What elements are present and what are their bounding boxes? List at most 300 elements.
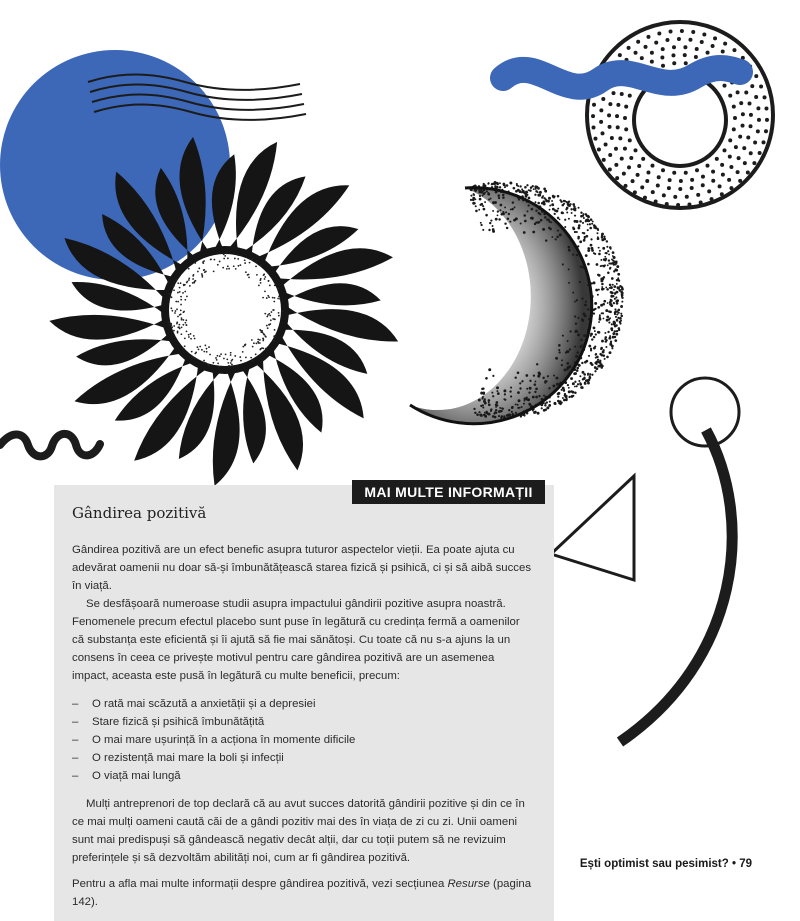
moon-stipple [514, 206, 516, 208]
moon-stipple [590, 218, 593, 221]
moon-stipple [571, 212, 573, 214]
moon-stipple [569, 365, 572, 368]
moon-stipple [525, 195, 528, 198]
moon-stipple [590, 238, 592, 240]
moon-stipple [606, 356, 609, 359]
moon-stipple [609, 284, 612, 287]
moon-stipple [605, 346, 607, 348]
ring-dot [624, 105, 628, 109]
ring-dot [657, 31, 661, 35]
sun-ray [213, 366, 240, 485]
moon-stipple [526, 191, 528, 193]
moon-stipple [534, 381, 536, 383]
moon-stipple [519, 190, 522, 193]
moon-stipple [503, 389, 506, 392]
moon-stipple [591, 223, 593, 225]
moon-stipple [544, 216, 547, 219]
moon-stipple [606, 288, 609, 291]
moon-stipple [584, 361, 587, 364]
moon-stipple [595, 333, 597, 335]
moon-stipple [620, 305, 623, 308]
moon-stipple [586, 215, 588, 217]
sun-stipple [261, 330, 263, 332]
moon-stipple [596, 232, 598, 234]
sun-stipple [260, 282, 262, 284]
moon-stipple [603, 235, 605, 237]
moon-stipple [555, 238, 557, 240]
moon-stipple [621, 286, 623, 288]
sun-stipple [272, 309, 274, 311]
moon-stipple [511, 411, 513, 413]
sun-stipple [177, 332, 179, 334]
moon-stipple [535, 201, 537, 203]
ring-dot [604, 142, 608, 146]
moon-stipple [569, 330, 571, 332]
ring-dot [759, 84, 763, 88]
ring-dot [673, 195, 677, 199]
sun-stipple [203, 360, 205, 362]
moon-stipple [587, 382, 590, 385]
moon-stipple [621, 301, 623, 303]
sun-stipple [227, 265, 229, 267]
moon-stipple [492, 210, 494, 212]
moon-stipple [587, 229, 589, 231]
ring-dot [722, 148, 726, 152]
moon-stipple [562, 335, 564, 337]
sun-stipple [212, 362, 214, 364]
moon-stipple [588, 345, 591, 348]
sun-stipple [253, 342, 255, 344]
moon-stipple [485, 214, 488, 217]
ring-dot [729, 165, 733, 169]
ring-dot [665, 38, 669, 42]
paragraph-1: Gândirea pozitivă are un efect benefic asupra tuturor aspectelor vieții. Ea poate ajuta cu adevărat oamenii nu doar să-și îmbunătățească starea fizică și psihică, ci și să aibă succes în viață. [72, 544, 532, 592]
moon-stipple [583, 213, 585, 215]
sun-stipple [264, 276, 266, 278]
ring-dot [650, 51, 654, 55]
moon-stipple [576, 385, 578, 387]
moon-stipple [473, 408, 475, 410]
moon-stipple [572, 382, 575, 385]
moon-stipple [482, 195, 484, 197]
moon-stipple [609, 287, 611, 289]
moon-stipple [578, 380, 580, 382]
sun-stipple [177, 316, 179, 318]
moon-stipple [581, 297, 583, 299]
moon-stipple [595, 289, 598, 292]
sun-stipple [266, 325, 268, 327]
moon-stipple [613, 302, 615, 304]
sun-stipple [201, 276, 203, 278]
sun-stipple [194, 357, 196, 359]
ring-dot [610, 136, 614, 140]
moon-stipple [540, 219, 543, 222]
sun-stipple [257, 339, 259, 341]
ring-dot [728, 94, 732, 98]
moon-stipple [568, 396, 570, 398]
ring-dot [592, 125, 596, 129]
moon-stipple [578, 224, 581, 227]
ring-dot [599, 120, 603, 124]
moon-stipple [574, 381, 576, 383]
moon-stipple [575, 355, 578, 358]
moon-stipple [543, 395, 545, 397]
moon-stipple [594, 225, 597, 228]
moon-stipple [557, 195, 560, 198]
sun-stipple [255, 265, 257, 267]
moon-stipple [519, 387, 521, 389]
sun-stipple [173, 330, 175, 332]
moon-stipple [519, 382, 521, 384]
sun-stipple [175, 310, 177, 312]
sun-stipple [171, 326, 173, 328]
sun-stipple [199, 346, 201, 348]
ring-dot [690, 178, 694, 182]
list-item: – O rezistență mai mare la boli și infecții [72, 749, 534, 767]
ring-dot [641, 157, 645, 161]
sun-stipple [177, 327, 179, 329]
sun-stipple [228, 366, 230, 368]
sun-ray [239, 362, 265, 464]
moon-stipple [572, 292, 574, 294]
moon-stipple [598, 274, 601, 277]
ring-dot [628, 138, 632, 142]
moon-stipple [543, 409, 546, 412]
ring-dot [640, 56, 644, 60]
ring-dot [756, 129, 760, 133]
moon-stipple [616, 265, 619, 268]
sun-stipple [265, 336, 267, 338]
sun-stipple [182, 311, 184, 313]
moon-stipple [479, 204, 481, 206]
sun-stipple [239, 264, 241, 266]
moon-stipple [535, 210, 537, 212]
ring-dot [628, 94, 632, 98]
list-item: – Stare fizică și psihică îmbunătățită [72, 713, 534, 731]
sun-stipple [194, 353, 196, 355]
moon-stipple [569, 348, 571, 350]
sun-stipple [269, 315, 271, 317]
moon-stipple [588, 355, 590, 357]
moon-stipple [621, 297, 623, 299]
moon-stipple [612, 251, 615, 254]
moon-stipple [527, 398, 530, 401]
sun-stipple [181, 326, 183, 328]
moon-stipple [575, 329, 577, 331]
moon-stipple [535, 190, 537, 192]
moon-stipple [614, 339, 617, 342]
ring-dot [684, 61, 688, 65]
sun-stipple [266, 316, 268, 318]
sun-stipple [263, 274, 265, 276]
moon-stipple [509, 181, 512, 184]
moon-stipple [480, 405, 482, 407]
sun-stipple [234, 258, 236, 260]
sun-stipple [239, 356, 241, 358]
moon-stipple [606, 339, 608, 341]
moon-stipple [610, 291, 613, 294]
moon-stipple [620, 315, 623, 318]
ring-dot [656, 183, 660, 187]
moon-stipple [594, 330, 596, 332]
moon-stipple [572, 228, 575, 231]
sun-stipple [173, 289, 175, 291]
moon-stipple [601, 238, 604, 241]
sun-stipple [273, 301, 275, 303]
paragraph-2: Se desfășoară numeroase studii asupra impactului gândirii pozitive asupra noastră. Fenomenele precum efectul placebo sunt puse în legătură cu credința fermă a oamenilor că substanța este eficientă și îi ajută să fie mai sănătoși. Cu toate că nu s-a ajuns la un consens în ceea ce privește motivul pentru care gândirea pozitivă are un asemenea impact, aceasta este pusă în legătură cu multe beneficii, precum: [72, 598, 520, 682]
ring-dot [620, 92, 624, 96]
ring-dot [744, 91, 748, 95]
moon-stipple [596, 356, 599, 359]
ring-dot [685, 195, 689, 199]
moon-stipple [530, 208, 533, 211]
moon-stipple [515, 412, 517, 414]
moon-stipple [492, 225, 494, 227]
moon-stipple [515, 376, 517, 378]
moon-stipple [579, 375, 581, 377]
ring-dot [601, 97, 605, 101]
moon-stipple [608, 259, 610, 261]
moon-stipple [608, 321, 610, 323]
moon-stipple [509, 221, 511, 223]
sun-stipple [175, 279, 177, 281]
moon-stipple [615, 333, 618, 336]
moon-stipple [476, 413, 479, 416]
moon-stipple [601, 236, 603, 238]
sun-stipple [267, 327, 269, 329]
moon-stipple [605, 336, 608, 339]
paragraph-4 [72, 875, 534, 911]
sun-stipple [269, 285, 271, 287]
sun-stipple [206, 348, 208, 350]
triangle [551, 476, 634, 580]
ring-dot [721, 50, 725, 54]
moon-stipple [593, 336, 595, 338]
paragraph-4-text: Pentru a afla mai multe informații despre gândirea pozitivă, vezi secțiunea [72, 878, 448, 890]
sun-stipple [198, 349, 200, 351]
moon-stipple [568, 246, 571, 249]
ring-dot [742, 146, 746, 150]
moon-stipple [478, 411, 480, 413]
sun-stipple [258, 285, 260, 287]
ring-dot [616, 125, 620, 129]
sun-stipple [278, 312, 280, 314]
moon-stipple [516, 184, 518, 186]
moon-stipple [598, 253, 601, 256]
moon-stipple [606, 246, 608, 248]
moon-stipple [587, 308, 589, 310]
moon-stipple [610, 295, 613, 298]
ring-dot [753, 141, 757, 145]
ring-dot [683, 53, 687, 57]
moon-stipple [504, 393, 506, 395]
moon-stipple [609, 342, 612, 345]
moon-stipple [589, 373, 591, 375]
moon-stipple [586, 219, 589, 222]
moon-stipple [492, 395, 494, 397]
moon-stipple [563, 200, 565, 202]
sun-stipple [180, 333, 182, 335]
list-item: – O viață mai lungă [72, 767, 534, 785]
moon-stipple [499, 186, 501, 188]
sun-stipple [217, 362, 219, 364]
moon-stipple [570, 390, 572, 392]
moon-stipple [517, 407, 519, 409]
ring-dot [700, 40, 704, 44]
moon-stipple [518, 399, 521, 402]
moon-stipple [478, 209, 480, 211]
moon-stipple [556, 383, 559, 386]
sun-stipple [209, 354, 211, 356]
sun-stipple [176, 308, 178, 310]
ring-dot [732, 48, 736, 52]
moon-stipple [551, 236, 553, 238]
moon-stipple [615, 316, 617, 318]
moon-stipple [602, 351, 604, 353]
moon-stipple [557, 396, 559, 398]
moon-stipple [489, 222, 491, 224]
moon-stipple [601, 288, 604, 291]
sun-stipple [184, 337, 186, 339]
sun-stipple [217, 264, 219, 266]
moon-stipple [521, 188, 523, 190]
moon-stipple [591, 338, 593, 340]
moon-stipple [584, 315, 587, 318]
sun-stipple [278, 296, 280, 298]
moon-stipple [494, 416, 497, 419]
moon-stipple [472, 198, 475, 201]
moon-stipple [528, 197, 531, 200]
ring-dot [660, 56, 664, 60]
moon-stipple [480, 392, 483, 395]
ring-dot [624, 127, 628, 131]
moon-stipple [612, 336, 615, 339]
moon-stipple [579, 281, 581, 283]
sun-stipple [183, 348, 185, 350]
sun-stipple [217, 355, 219, 357]
moon-stipple [599, 314, 601, 316]
moon-stipple [482, 388, 484, 390]
sun-stipple [170, 307, 172, 309]
sun-stipple [260, 348, 262, 350]
sun-stipple [204, 345, 206, 347]
page-footer: Ești optimist sau pesimist? • 79 [579, 858, 752, 870]
sun-stipple [252, 360, 254, 362]
moon-stipple [505, 211, 507, 213]
moon-stipple [589, 227, 592, 230]
moon-stipple [551, 203, 554, 206]
moon-stipple [526, 396, 528, 398]
moon-stipple [544, 404, 546, 406]
moon-stipple [576, 231, 578, 233]
moon-stipple [503, 415, 505, 417]
moon-stipple [605, 287, 607, 289]
moon-stipple [523, 214, 526, 217]
sun-stipple [182, 324, 184, 326]
moon-stipple [508, 213, 510, 215]
ring-dot [591, 114, 595, 118]
paragraph-4-page: (pagina 142). [72, 878, 532, 908]
sun-stipple [259, 339, 261, 341]
sun-stipple [203, 362, 205, 364]
moon-stipple [478, 399, 481, 402]
moon-stipple [616, 320, 618, 322]
moon-stipple [543, 197, 545, 199]
sun-stipple [242, 346, 244, 348]
sun-ray [72, 282, 168, 316]
moon-stipple [599, 250, 601, 252]
moon-stipple [482, 229, 484, 231]
moon-stipple [587, 263, 590, 266]
ring-dot [706, 164, 710, 168]
sun-stipple [237, 258, 239, 260]
sun-stipple [218, 366, 220, 368]
ring-dot [615, 114, 619, 118]
ring-dot [764, 107, 768, 111]
sun-stipple [186, 296, 188, 298]
ring-dot [634, 148, 638, 152]
ring-dot [607, 113, 611, 117]
moon-stipple [597, 365, 599, 367]
sun-stipple [169, 293, 171, 295]
moon-stipple [603, 276, 605, 278]
moon-stipple [572, 203, 575, 206]
moon-stipple [494, 181, 497, 184]
moon-stipple [529, 387, 532, 390]
moon-stipple [492, 201, 495, 204]
sun-stipple [274, 329, 276, 331]
sun-stipple [259, 279, 261, 281]
ring-dot [618, 53, 622, 57]
ring-dot [614, 147, 618, 151]
moon-stipple [504, 186, 506, 188]
sun-stipple [270, 319, 272, 321]
benefits-list [72, 695, 534, 785]
ring-dot [627, 165, 631, 169]
moon-stipple [609, 335, 611, 337]
moon-stipple [584, 238, 586, 240]
moon-stipple [526, 210, 528, 212]
moon-stipple [612, 259, 614, 261]
moon-stipple [609, 267, 611, 269]
ring-dot [608, 125, 612, 129]
sun-ray [279, 283, 380, 305]
ring-dot [715, 157, 719, 161]
moon-stipple [580, 265, 583, 268]
sun-stipple [223, 358, 225, 360]
ring-dot [757, 118, 761, 122]
moon-stipple [502, 194, 505, 197]
moon-stipple [585, 301, 587, 303]
moon-stipple [616, 291, 618, 293]
moon-stipple [608, 253, 610, 255]
moon-stipple [521, 380, 523, 382]
moon-stipple [502, 212, 505, 215]
moon-stipple [577, 236, 580, 239]
ring-dot [651, 190, 655, 194]
ring-dot [651, 164, 655, 168]
moon-stipple [485, 377, 488, 380]
moon-stipple [587, 224, 589, 226]
sun-stipple [262, 338, 264, 340]
sun-stipple [180, 304, 182, 306]
moon-stipple [609, 303, 612, 306]
moon-stipple [517, 404, 519, 406]
sun-stipple [191, 351, 193, 353]
moon-stipple [580, 339, 582, 341]
dotted-ring [591, 29, 769, 207]
moon-stipple [605, 309, 608, 312]
